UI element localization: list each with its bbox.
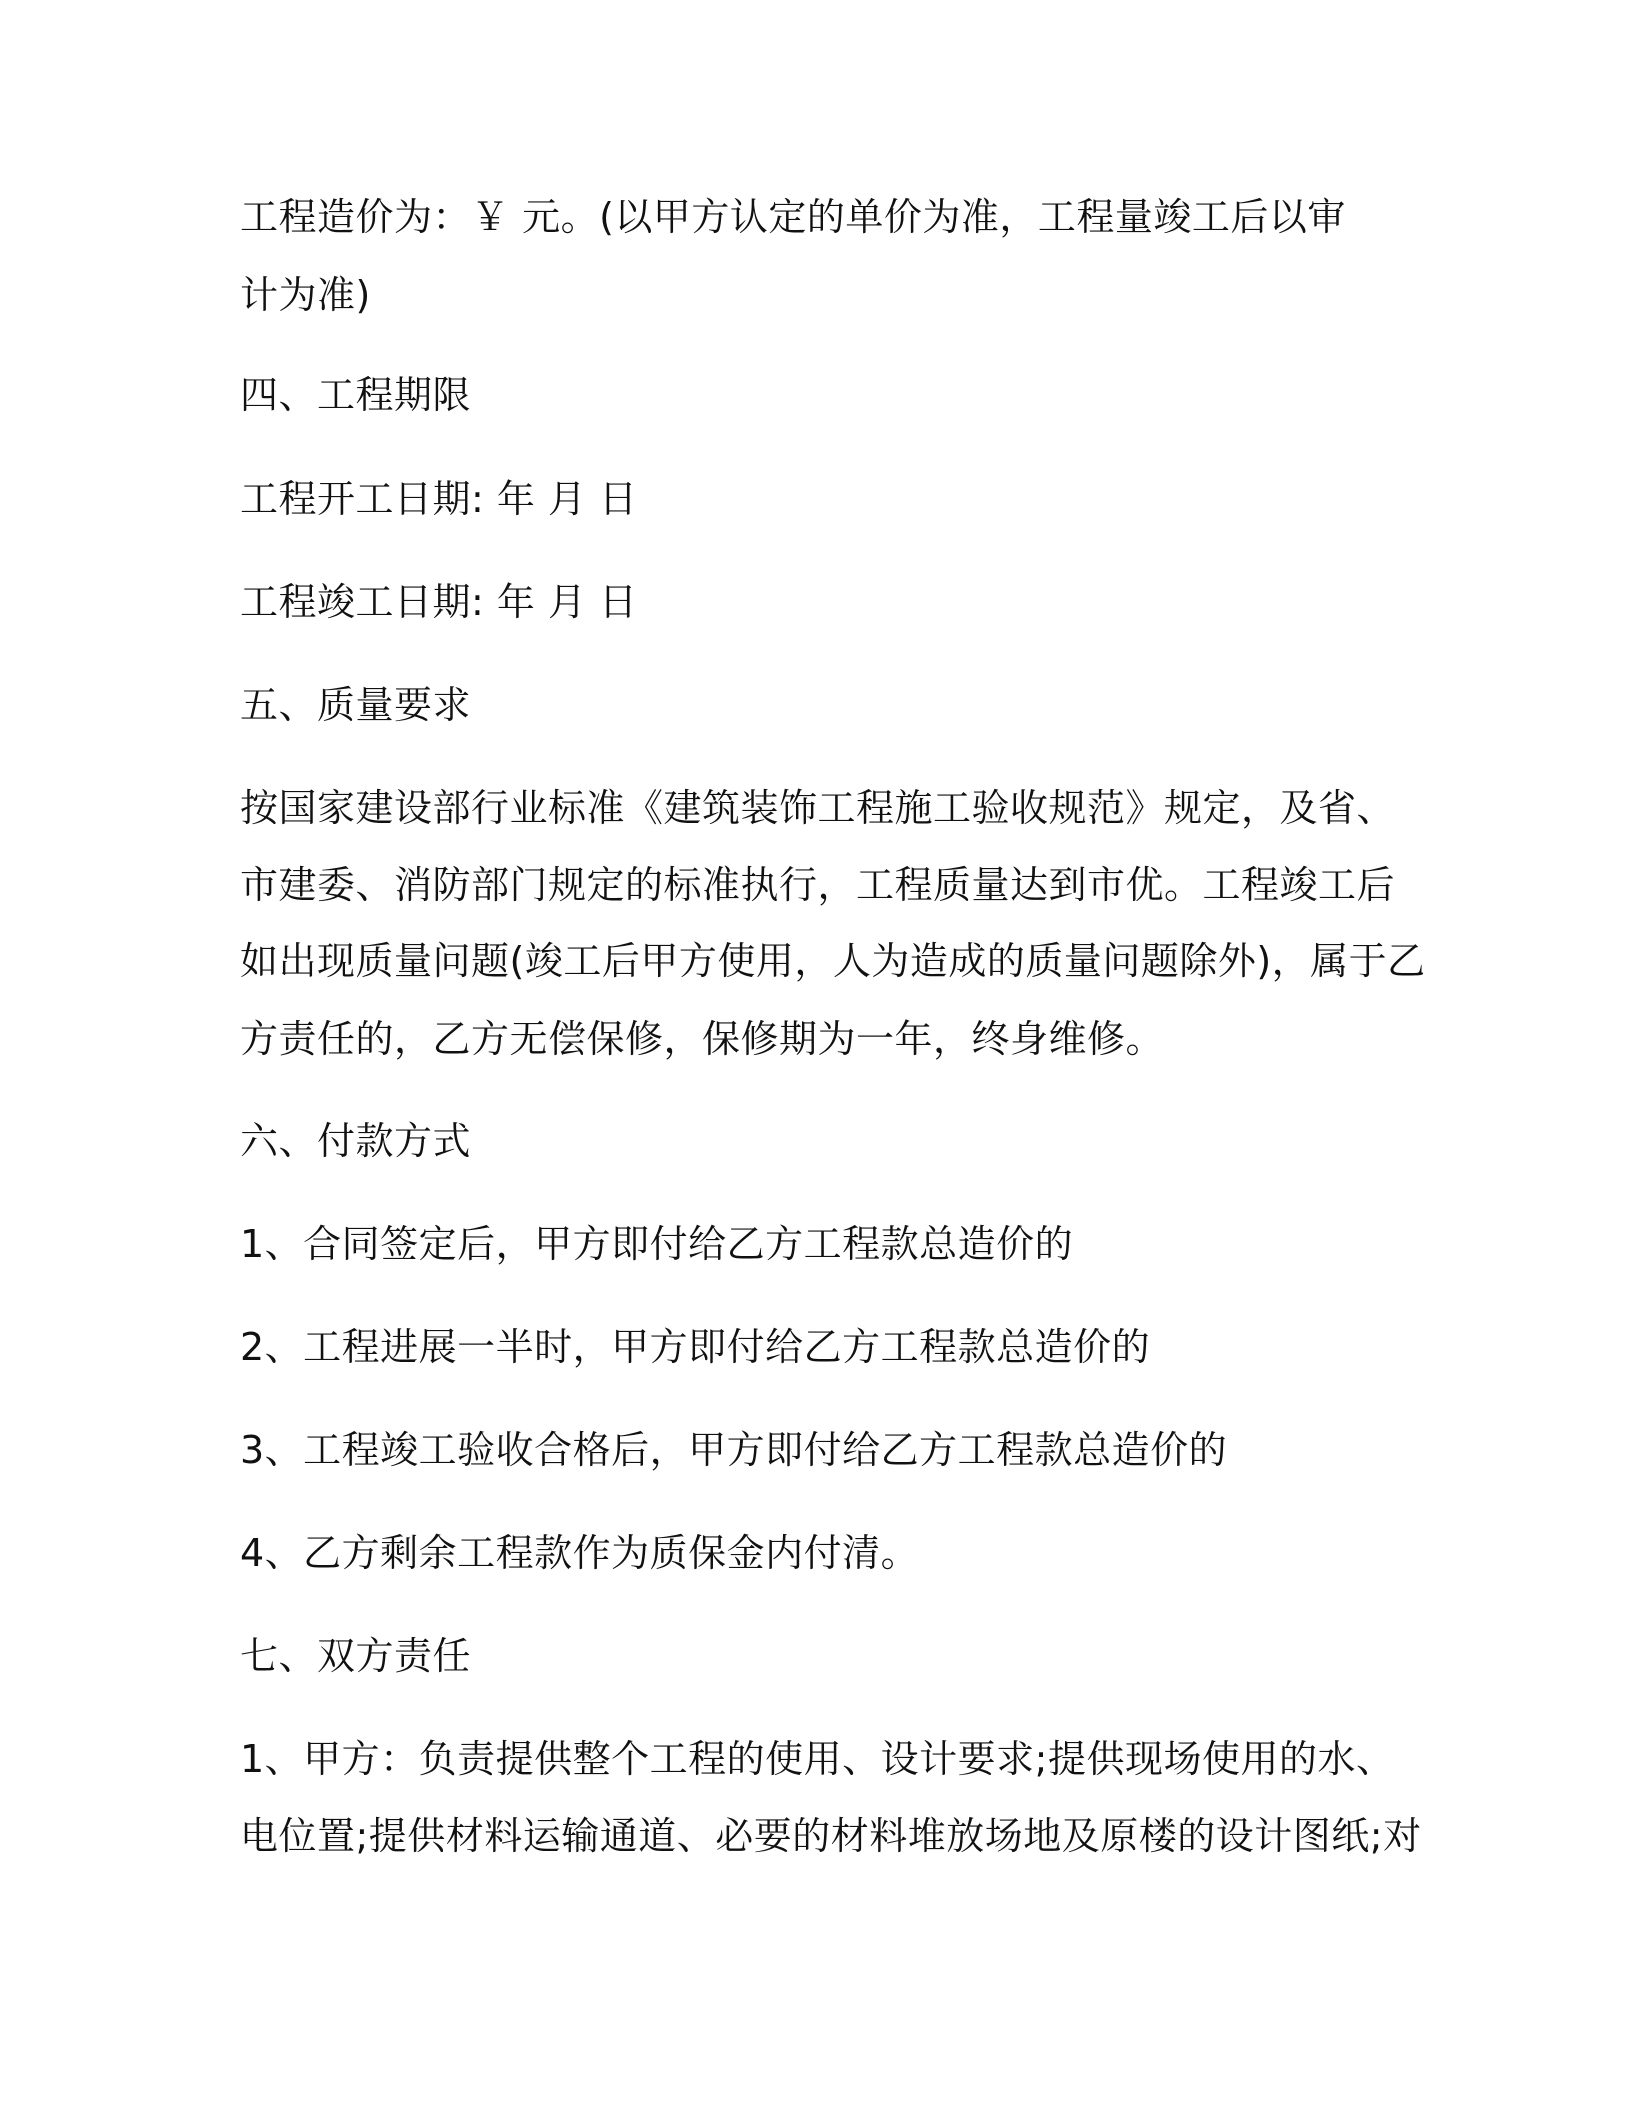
text-line-price: 工程造价为：￥ 元。(以甲方认定的单价为准，工程量竣工后以审 <box>240 195 1346 239</box>
text-line-quality-3: 如出现质量问题(竣工后甲方使用，人为造成的质量问题除外)，属于乙 <box>240 939 1426 983</box>
section-heading-payment: 六、付款方式 <box>240 1119 472 1163</box>
text-line-payment-3: 3、工程竣工验收合格后，甲方即付给乙方工程款总造价的 <box>240 1428 1228 1472</box>
section-heading-responsibilities: 七、双方责任 <box>240 1634 472 1678</box>
text-line-responsibility-1: 1、甲方：负责提供整个工程的使用、设计要求;提供现场使用的水、 <box>240 1737 1395 1781</box>
text-line-quality-1: 按国家建设部行业标准《建筑装饰工程施工验收规范》规定，及省、 <box>240 786 1396 830</box>
text-line-responsibility-2: 电位置;提供材料运输通道、必要的材料堆放场地及原楼的设计图纸;对 <box>240 1814 1422 1858</box>
text-line-start-date: 工程开工日期: 年 月 日 <box>240 477 638 521</box>
text-line-payment-4: 4、乙方剩余工程款作为质保金内付清。 <box>240 1531 920 1575</box>
text-line-payment-2: 2、工程进展一半时，甲方即付给乙方工程款总造价的 <box>240 1325 1151 1369</box>
text-line-quality-4: 方责任的，乙方无偿保修，保修期为一年，终身维修。 <box>240 1017 1165 1061</box>
section-heading-duration: 四、工程期限 <box>240 373 472 417</box>
section-heading-quality: 五、质量要求 <box>240 683 472 727</box>
text-line-price-cont: 计为准) <box>240 273 371 317</box>
text-line-quality-2: 市建委、消防部门规定的标准执行，工程质量达到市优。工程竣工后 <box>240 863 1396 907</box>
text-line-end-date: 工程竣工日期: 年 月 日 <box>240 580 638 624</box>
text-line-payment-1: 1、合同签定后，甲方即付给乙方工程款总造价的 <box>240 1222 1074 1266</box>
